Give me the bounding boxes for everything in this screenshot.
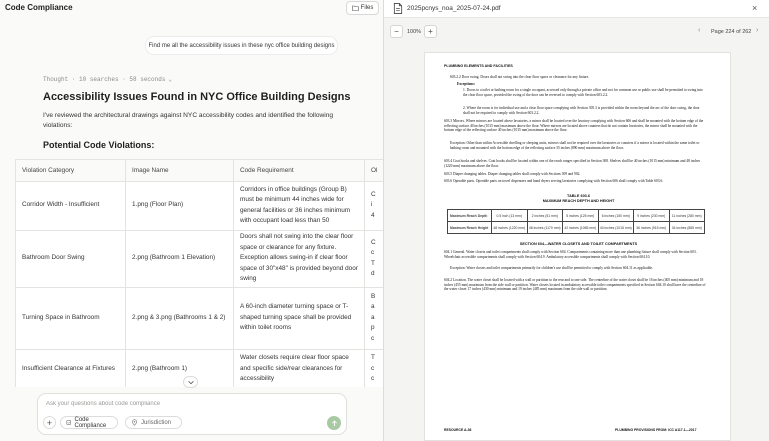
- reach-cell: 0.5 inch (13 mm): [492, 210, 528, 222]
- reach-cell: 48 inches (1220 mm): [492, 222, 528, 234]
- section-603-3-exception: Exception: Other than within Accessible dwelling or sleeping units, mirrors shall not be required over the lavatories or counters if a mirror is located within the same toilet or bathing room and mounted with the bottom edge of the reflecting surface 35 inches (890 mm) maximum above the floor.: [450, 141, 700, 150]
- section-604-1-exception: Exception: Water closets and toilet compartments primarily for children's use shall be permitted to comply with Section 604.11 as applicable.: [450, 266, 654, 270]
- section-604-2: 604.2 Location. The water closet shall be located with a wall or partition to the rear and to one side. The centerline of the water closet shall be 16 inches (405 mm) minimum and 18 inches (455 mm) maximum from the side wall or partition. Water closets located in ambulatory accessible toilet compartments specified in Section 604.10 shall have the centerline of the water closet 17 inches (430 mm) minimum and 19 inches (485 mm) maximum from the side wall or partition.: [444, 278, 706, 291]
- message-composer: [37, 393, 347, 435]
- cell-category: Insufficient Clearance at Fixtures: [16, 349, 126, 387]
- next-page-icon[interactable]: ›: [756, 27, 759, 34]
- previous-page-icon[interactable]: ‹: [698, 27, 701, 34]
- cell-requirement: Corridors in office buildings (Group B) must be minimum 44 inches wide for general facilities or 36 inches minimum with occupant load less than 50: [234, 181, 365, 230]
- location-pin-icon: [131, 419, 138, 426]
- arrow-up-icon: [331, 420, 338, 427]
- cell-image: 2.png (Bathroom 1): [126, 349, 234, 387]
- cell-image: 2.png (Bathroom 1 Elevation): [126, 230, 234, 287]
- pdf-page: [424, 52, 731, 441]
- zoom-out-button[interactable]: [390, 25, 403, 38]
- table-row: [448, 222, 705, 234]
- app-title: Code Compliance: [5, 3, 73, 12]
- exceptions-label: Exceptions:: [457, 82, 475, 86]
- section-603-2-2: 603.2.2 Door swing. Doors shall not swing into the clear floor space or clearance for any fixture.: [450, 75, 590, 79]
- table-row: [16, 349, 384, 387]
- thought-label: Thought · 10 searches · 58 seconds: [43, 76, 166, 83]
- cell-requirement: A 60-inch diameter turning space or T-shaped turning space shall be provided within toilet rooms: [234, 287, 365, 349]
- send-button[interactable]: [327, 416, 341, 430]
- zoom-in-button[interactable]: [424, 25, 437, 38]
- user-message: Find me all the accessibility issues in these nyc office building designs: [145, 36, 338, 55]
- cell-requirement: Water closets require clear floor space and specific side/rear clearances for accessibility: [234, 349, 365, 387]
- cell-cutoff: C c T d: [365, 230, 384, 287]
- section-603-5: 603.5 Diaper changing tables. Diaper changing tables shall comply with Sections 309 and 902.: [444, 172, 581, 176]
- column-header-category: Violation Category: [16, 160, 126, 181]
- plus-icon: +: [46, 417, 53, 428]
- thought-toggle[interactable]: [43, 76, 172, 83]
- document-check-icon: [66, 419, 72, 426]
- cell-cutoff: B a a p c: [365, 287, 384, 349]
- cell-category: Turning Space in Bathroom: [16, 287, 126, 349]
- violations-subheading: Potential Code Violations:: [43, 140, 155, 150]
- exception-1: 1. Doors to a toilet or bathing room for a single occupant, accessed only through a private office and not for common use or public use shall be permitted to swing into the clear floor space, provided the swing of the door can be reversed to comply with Section 603.2.2.: [463, 88, 703, 97]
- page-footer-left: RESOURCE A-36: [444, 428, 472, 432]
- jurisdiction-chip-label: Jurisdiction: [141, 419, 172, 426]
- page-footer-right: PLUMBING PROVISIONS FROM: ICC A117.1—2017: [615, 428, 697, 432]
- reach-cell: 2 inches (51 mm): [527, 210, 563, 222]
- minus-icon: −: [394, 27, 399, 36]
- pdf-filename: 2025pcnys_noa_2025-07-24.pdf: [407, 5, 501, 12]
- pdf-viewer: [384, 0, 769, 441]
- reach-cell: 40 inches (1015 mm): [598, 222, 634, 234]
- table-row: [16, 181, 384, 230]
- table-603-6-subtitle: MAXIMUM REACH DEPTH AND HEIGHT: [542, 199, 615, 203]
- violations-table-container[interactable]: [15, 159, 383, 387]
- chat-header: [0, 0, 383, 16]
- table-header-row: [16, 160, 384, 181]
- files-button[interactable]: [346, 1, 379, 15]
- code-compliance-chip-label: Code Compliance: [74, 416, 107, 429]
- exception-2: 2. Where the room is for individual use and a clear floor space complying with Section 305.3 is provided within the room beyond the arc of the door swing, the door shall not be required to comply with Section 603.2.2.: [463, 106, 700, 115]
- reach-cell: 9 inches (230 mm): [634, 210, 670, 222]
- cell-image: 1.png (Floor Plan): [126, 181, 234, 230]
- reach-cell: 36 inches (915 mm): [634, 222, 670, 234]
- cell-cutoff: T c c: [365, 349, 384, 387]
- plus-icon: +: [428, 27, 433, 36]
- reach-row-label: Maximum Reach Height: [448, 222, 492, 234]
- cell-requirement: Doors shall not swing into the clear floor space or clearance for any fixture. Exception allows swing-in if clear floor space of 30"x48" is provided beyond door swing: [234, 230, 365, 287]
- table-row: [448, 210, 705, 222]
- pdf-header: [384, 0, 769, 18]
- response-intro: I've reviewed the architectural drawings against NYC accessibility codes and identified the following violations:: [43, 112, 334, 129]
- reach-cell: 42 inches (1065 mm): [563, 222, 599, 234]
- reach-cell: 46 inches (1170 mm): [527, 222, 563, 234]
- cell-category: Bathroom Door Swing: [16, 230, 126, 287]
- cell-cutoff: C i 4: [365, 181, 384, 230]
- section-604-heading: SECTION 604—WATER CLOSETS AND TOILET COMPARTMENTS: [519, 242, 638, 246]
- jurisdiction-chip[interactable]: [125, 416, 182, 429]
- section-603-6: 603.6 Operable parts. Operable parts on towel dispensers and hand dryers serving lavatories complying with Section 606 shall comply with Table 603.6.: [444, 179, 664, 183]
- table-603-6-title: TABLE 603.6: [567, 194, 590, 198]
- chevron-down-icon: ⌄: [168, 76, 173, 83]
- folder-icon: [352, 5, 359, 11]
- reach-table: [447, 209, 705, 234]
- reach-cell: 34 inches (865 mm): [669, 222, 705, 234]
- scroll-to-bottom-button[interactable]: [183, 376, 198, 388]
- response-heading: Accessibility Issues Found in NYC Office Building Designs: [43, 91, 351, 103]
- column-header-image: Image Name: [126, 160, 234, 181]
- add-attachment-button[interactable]: [43, 416, 56, 429]
- reach-cell: 5 inches (125 mm): [563, 210, 599, 222]
- section-603-4: 603.4 Coat hooks and shelves. Coat hooks shall be located within one of the reach ranges specified in Section 308. Shelves shall be 40 inches (1015 mm) minimum and 48 inches (1220 mm) maximum above the floor.: [444, 159, 701, 168]
- reach-row-label: Maximum Reach Depth: [448, 210, 492, 222]
- violations-table: [15, 160, 383, 387]
- page-indicator: Page 224 of 262: [711, 29, 752, 35]
- close-icon[interactable]: ×: [752, 3, 758, 13]
- section-603-3: 603.3 Mirrors. Where mirrors are located above lavatories, a mirror shall be located over the lavatory complying with Section 606 and shall be mounted with the bottom edge of the reflecting surface 40 inches (1015 mm) maximum above the floor. Where mirrors are located above counters that do not contain lavatories, the mirror shall be mounted with the bottom edge of the reflecting surface 40 inches (1015 mm) maximum above the floor.: [444, 119, 704, 132]
- files-button-label: Files: [360, 5, 374, 11]
- reach-cell: 11 inches (280 mm): [669, 210, 705, 222]
- section-604-1: 604.1 General. Water closets and toilet compartments shall comply with Section 604. Compartments containing more than one plumbing fixture shall comply with Section 603. Wheelchair accessible compartments shall comply with Section 604.9. Ambulatory accessible compartments shall comply with Section 604.10.: [444, 250, 697, 259]
- reach-cell: 6 inches (150 mm): [598, 210, 634, 222]
- zoom-level: 100%: [407, 29, 422, 35]
- chevron-down-icon: [188, 380, 194, 385]
- pdf-file-icon: [393, 3, 403, 14]
- cell-category: Corridor Width - Insufficient: [16, 181, 126, 230]
- page-running-head: PLUMBING ELEMENTS AND FACILITIES: [444, 64, 513, 68]
- chat-input[interactable]: [46, 401, 326, 407]
- code-compliance-chip[interactable]: [60, 416, 118, 429]
- chat-pane: [0, 0, 383, 441]
- column-header-requirement: Code Requirement: [234, 160, 365, 181]
- column-header-cutoff: Ol: [365, 160, 384, 181]
- pdf-toolbar: [384, 18, 769, 47]
- table-row: [16, 230, 384, 287]
- table-row: [16, 287, 384, 349]
- cell-image: 2.png & 3.png (Bathrooms 1 & 2): [126, 287, 234, 349]
